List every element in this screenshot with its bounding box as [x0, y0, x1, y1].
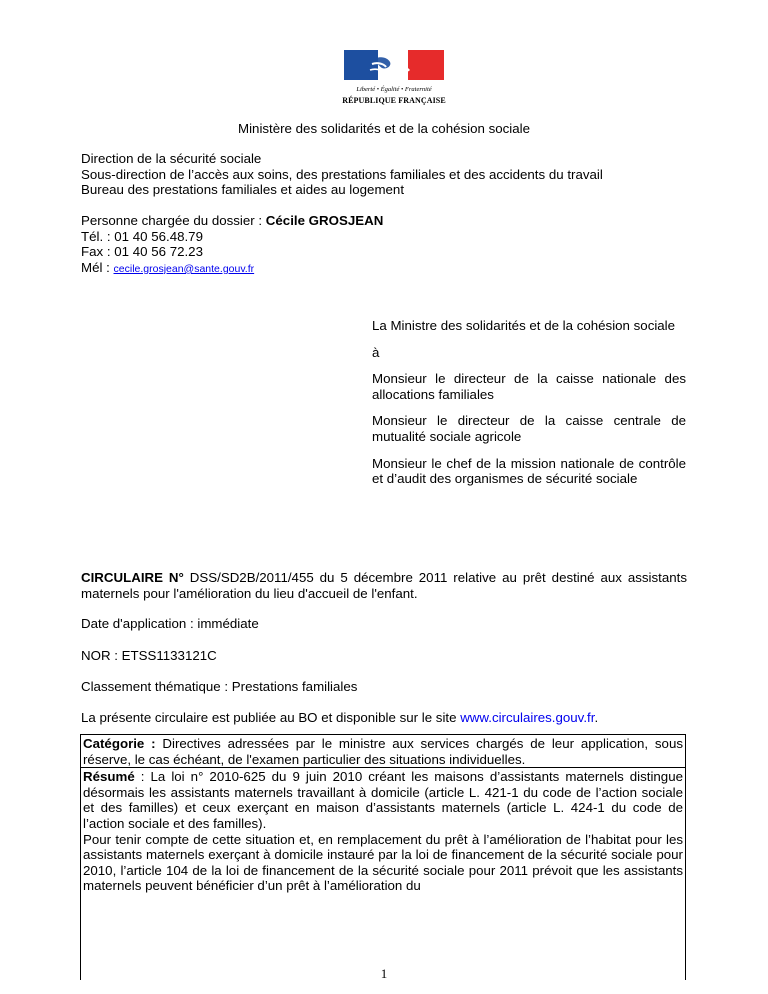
- recipient-2: Monsieur le directeur de la caisse centrale de mutualité sociale agricole: [372, 413, 686, 444]
- bureau: Bureau des prestations familiales et aides au logement: [81, 182, 405, 198]
- circulaire-title: [81, 570, 687, 601]
- publication: [81, 710, 598, 726]
- contact-tel: Tél. : 01 40 56.48.79: [81, 228, 203, 244]
- sender-block: [81, 151, 701, 198]
- circulaire-label: CIRCULAIRE N°: [81, 570, 184, 585]
- contact-person-label: Personne chargée du dossier :: [81, 213, 266, 228]
- marianne-flag-icon: [342, 48, 446, 88]
- page-number: 1: [380, 966, 388, 981]
- categorie-label: Catégorie :: [83, 736, 156, 751]
- resume-paragraph-2: Pour tenir compte de cette situation et, en remplacement du prêt à l’amélioration de l’habitat pour les assistants maternels exerçant à domicile instauré par la loi de financement de la sécurité sociale pour 2010, l’article 104 de la loi de financement de la sécurité sociale pour 2011 prévoit que les assistants maternels peuvent bénéficier d’un prêt à l’amélioration du: [83, 831, 683, 894]
- circulaires-site-link[interactable]: www.circulaires.gouv.fr: [460, 710, 595, 725]
- resume-label: Résumé: [83, 769, 135, 785]
- classement: Classement thématique : Prestations familiales: [81, 679, 358, 694]
- contact-mel: [81, 260, 701, 278]
- categorie-cell: [81, 735, 685, 768]
- recipient-from: La Ministre des solidarités et de la cohésion sociale: [372, 318, 676, 333]
- circulaire-text: DSS/SD2B/2011/455 du 5 décembre 2011 relative au prêt destiné aux assistants maternels pour l'amélioration du lieu d'accueil de l'enfant.: [81, 570, 687, 601]
- recipient-to: à: [372, 344, 380, 360]
- categorie-text: Directives adressées par le ministre aux services chargés de leur application, sous réserve, le cas échéant, de l'examen particulier des situations individuelles.: [83, 736, 683, 767]
- contact-email-link[interactable]: cecile.grosjean@sante.gouv.fr: [113, 262, 255, 275]
- publication-end: .: [594, 710, 599, 725]
- date-application: Date d'application : immédiate: [81, 616, 259, 631]
- logo-motto: Liberté • Égalité • Fraternité: [356, 86, 432, 93]
- summary-box: [80, 734, 686, 980]
- contact-fax: Fax : 01 40 56 72.23: [81, 244, 203, 260]
- ministry-title: Ministère des solidarités et de la cohésion sociale: [238, 121, 530, 136]
- contact-person: [81, 213, 701, 229]
- direction: Direction de la sécurité sociale: [81, 151, 262, 166]
- nor: NOR : ETSS1133121C: [81, 648, 217, 663]
- contact-person-name: Cécile GROSJEAN: [265, 213, 384, 228]
- contact-block: [81, 213, 701, 277]
- publication-text: La présente circulaire est publiée au BO et disponible sur le site: [81, 710, 461, 725]
- resume-text: : La loi n° 2010-625 du 9 juin 2010 créant les maisons d’assistants maternels distingue désormais les assistants maternels travaillant à domicile (article L. 421-1 du code de l’action sociale et des familles) et ceux exerçant en maison d’assistants maternels (article L. 424-1 du code de l’action sociale et des familles).: [83, 769, 683, 831]
- recipient-3: Monsieur le chef de la mission nationale de contrôle et d’audit des organismes de sécurité sociale: [372, 455, 686, 487]
- recipients-block: [372, 318, 686, 498]
- resume-cell: [81, 768, 685, 894]
- contact-mel-label: Mél :: [81, 259, 114, 275]
- sous-direction: Sous-direction de l’accès aux soins, des prestations familiales et des accidents du travail: [81, 166, 603, 182]
- recipient-1: Monsieur le directeur de la caisse nationale des allocations familiales: [372, 371, 686, 402]
- logo-republique: RÉPUBLIQUE FRANÇAISE: [342, 96, 446, 105]
